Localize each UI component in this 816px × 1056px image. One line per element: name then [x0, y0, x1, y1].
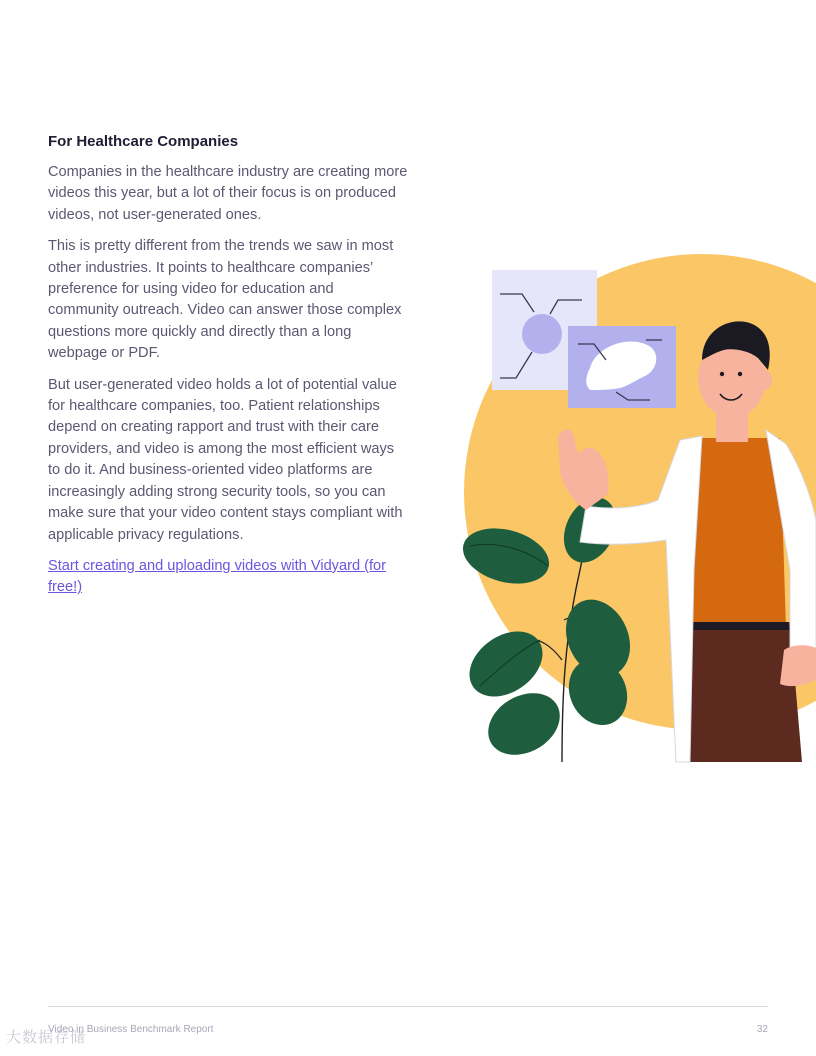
- vidyard-signup-link[interactable]: Start creating and uploading videos with Vidyard (for free!): [48, 557, 387, 596]
- main-content: [48, 132, 408, 599]
- section-heading: For Healthcare Companies: [48, 133, 239, 150]
- page-number: 32: [756, 1024, 768, 1035]
- paragraph-1: Companies in the healthcare industry are creating more videos this year, but a lot of their focus is on produced videos, not user-generated ones.: [48, 164, 408, 223]
- footer-divider: [48, 1006, 768, 1007]
- watermark-text: 大数据存储: [6, 1029, 87, 1046]
- paragraph-2: This is pretty different from the trends we saw in most other industries. It points to healthcare companies’ preference for using video for education and community outreach. Video can answer those complex questions more quickly and directly than a long webpage or PDF.: [48, 238, 402, 362]
- footer-report-title: Video in Business Benchmark Report: [48, 1024, 214, 1035]
- paragraph-3: But user-generated video holds a lot of potential value for healthcare companies, too. Patient relationships depend on creating rapport and trust with their care providers, and video is among the most efficient ways to do it. And business-oriented video platforms are increasingly adding strong security tools, so you can make sure that your video content stays compliant with applicable privacy regulations.: [48, 376, 403, 543]
- doctor-illustration: [440, 240, 816, 770]
